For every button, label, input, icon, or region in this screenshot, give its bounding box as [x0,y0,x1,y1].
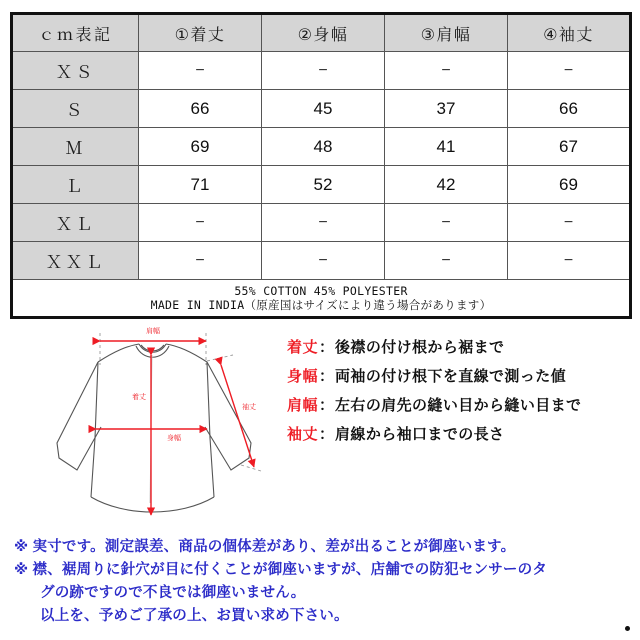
row-size-label: Ｓ [12,90,139,128]
garment-diagram-svg [55,325,295,525]
cell-shoulder-width: − [385,242,508,280]
cell-sleeve-length: − [508,242,631,280]
cell-length: − [139,242,262,280]
notice-line: ※ 実寸です。測定誤差、商品の個体差があり、差が出ることが御座います。 [14,539,516,555]
cell-length: − [139,52,262,90]
notice-line: 以上を、予めご了承の上、お買い求め下さい。 [40,608,349,624]
legend-term-length: 着丈 [287,339,319,356]
row-size-label: ＸＳ [12,52,139,90]
cell-body-width: 45 [262,90,385,128]
column-header-sleeve-length: ④袖丈 [508,14,631,52]
row-size-label: Ｌ [12,166,139,204]
notice-line: ※ 襟、裾周りに針穴が目に付くことが御座いますが、店舗での防犯センサーのタ [14,562,548,578]
row-size-label: Ｍ [12,128,139,166]
cell-shoulder-width: − [385,52,508,90]
cell-body-width: 48 [262,128,385,166]
table-row [12,204,631,242]
legend-separator: ： [319,339,335,356]
cell-length: 69 [139,128,262,166]
cell-sleeve-length: 69 [508,166,631,204]
shoulder-guide-lines [100,333,206,365]
column-header-shoulder-width: ③肩幅 [385,14,508,52]
cell-shoulder-width: 37 [385,90,508,128]
measurement-legend [287,336,637,452]
cell-sleeve-length: − [508,204,631,242]
cell-body-width: 52 [262,166,385,204]
legend-desc-sleeve-length: 肩線から袖口までの長さ [335,426,505,443]
legend-separator: ： [319,426,335,443]
cell-shoulder-width: − [385,204,508,242]
sleeve-guide-lines [207,355,261,471]
sleeve-length-arrow [221,365,254,467]
material-origin-note [12,280,631,318]
garment-measurement-diagram [55,325,295,525]
shoulder-width-label: 肩幅 [146,328,160,335]
cell-shoulder-width: 42 [385,166,508,204]
cell-body-width: − [262,204,385,242]
cell-body-width: − [262,242,385,280]
row-size-label: ＸＬ [12,204,139,242]
cell-length: 66 [139,90,262,128]
material-row [12,280,631,318]
legend-term-shoulder-width: 肩幅 [287,397,319,414]
legend-item-length [287,336,637,365]
cell-shoulder-width: 41 [385,128,508,166]
legend-separator: ： [319,368,335,385]
size-chart-table [10,12,632,319]
column-header-size: ｃｍ表記 [12,14,139,52]
table-row [12,128,631,166]
table-row [12,242,631,280]
sleeve-length-label: 袖丈 [242,404,256,411]
legend-desc-body-width: 両袖の付け根下を直線で測った値 [335,368,567,385]
legend-term-body-width: 身幅 [287,368,319,385]
cell-length: 71 [139,166,262,204]
row-size-label: ＸＸＬ [12,242,139,280]
legend-term-sleeve-length: 袖丈 [287,426,319,443]
column-header-length: ①着丈 [139,14,262,52]
column-header-body-width: ②身幅 [262,14,385,52]
legend-separator: ： [319,397,335,414]
legend-item-body-width [287,365,637,394]
legend-item-sleeve-length [287,423,637,452]
cell-sleeve-length: − [508,52,631,90]
body-width-label: 身幅 [167,435,181,442]
cell-sleeve-length: 67 [508,128,631,166]
body-length-label: 着丈 [132,394,146,401]
cell-sleeve-length: 66 [508,90,631,128]
legend-item-shoulder-width [287,394,637,423]
notice-line: グの跡ですので不良では御座いません。 [40,585,306,601]
material-composition: 55% COTTON 45% POLYESTER [234,284,408,298]
image-artifact-dot [625,626,630,631]
cell-length: − [139,204,262,242]
table-row [12,52,631,90]
table-row [12,166,631,204]
cell-body-width: − [262,52,385,90]
country-of-origin: MADE IN INDIA（原産国はサイズにより違う場合があります） [150,298,492,312]
legend-desc-length: 後襟の付け根から裾まで [335,339,505,356]
legend-desc-shoulder-width: 左右の肩先の縫い目から縫い目まで [335,397,582,414]
disclaimer-notice [14,536,634,628]
table-header-row [12,14,631,52]
table-row [12,90,631,128]
